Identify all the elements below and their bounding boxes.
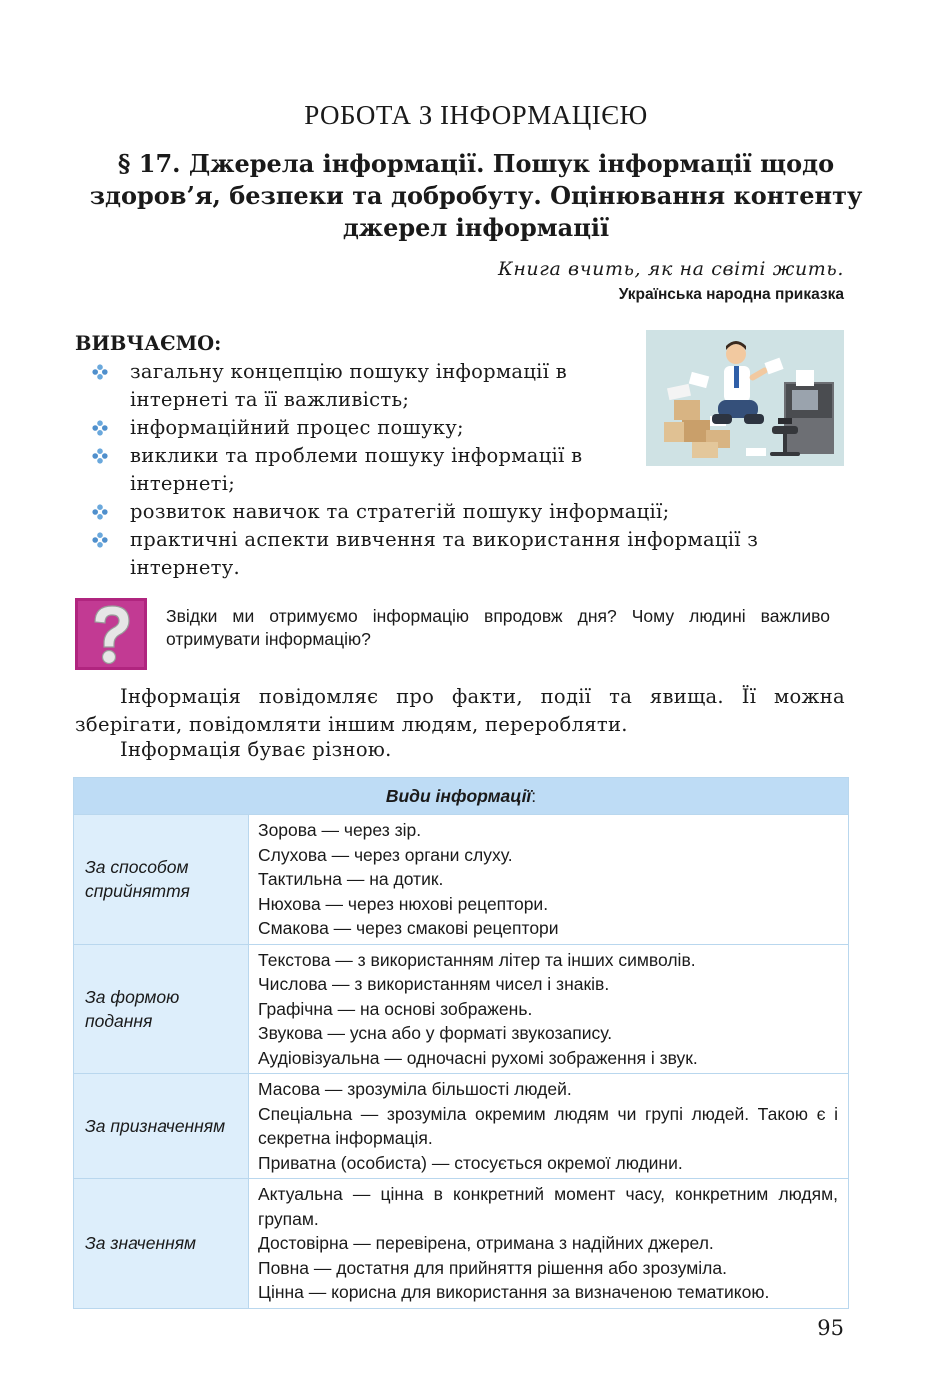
table-category: За значенням (74, 1179, 249, 1309)
table-item: Числова — з використанням чисел і знаків. (258, 974, 610, 994)
table-title-text: Види інформації (385, 785, 532, 806)
diamond-bullet-icon (92, 532, 108, 548)
table-header-row (74, 778, 849, 815)
table-item: Графічна — на основі зображень. (258, 998, 533, 1019)
info-types-table (73, 777, 849, 1309)
table-item: Аудіовізуальна — одночасні рухомі зображення і звук. (258, 1047, 698, 1068)
table-item: Повна — достатня для прийняття рішення або зрозуміла. (258, 1257, 727, 1278)
table-title (74, 778, 849, 815)
table-item: Масова — зрозуміла більшості людей. (258, 1079, 572, 1099)
table-item: Текстова — з використанням літер та інших символів. (258, 949, 696, 970)
table-item: Спеціальна — зрозуміла окремим людям чи групі людей. Такою є і секретна інформація. (258, 1103, 838, 1148)
study-item-text: практичні аспекти вивчення та використання інформації з інтернету. (130, 528, 759, 579)
section-header: РОБОТА З ІНФОРМАЦІЄЮ (304, 100, 648, 130)
epigraph-quote: Книга вчить, як на світі жить. (498, 258, 844, 280)
diamond-bullet-icon (92, 364, 108, 380)
study-item-text: інформаційний процес пошуку; (130, 416, 464, 439)
body-paragraph: Інформація буває різною. (120, 738, 392, 761)
table-row (74, 815, 849, 945)
table-items (249, 944, 849, 1074)
question-mark-icon (75, 598, 147, 670)
study-item-text: розвиток навичок та стратегій пошуку інформації; (130, 500, 670, 523)
table-body (74, 815, 849, 1309)
table-category: За формою подання (74, 944, 249, 1074)
paragraph-title-line: здоров’я, безпеки та добробуту. Оцінювання контенту (89, 181, 863, 210)
diamond-bullet-icon (92, 448, 108, 464)
table-items (249, 1074, 849, 1179)
question-text: Звідки ми отримуємо інформацію впродовж дня? Чому людині важливо отримувати інформацію? (166, 606, 830, 649)
table-title-suffix: : (531, 785, 537, 806)
table-item: Нюхова — через нюхові рецептори. (258, 893, 549, 914)
table-item: Тактильна — на дотик. (258, 869, 444, 889)
table-item: Зорова — через зір. (258, 820, 422, 840)
epigraph-source: Українська народна приказка (618, 286, 844, 303)
study-heading: ВИВЧАЄМО: (75, 332, 222, 355)
paragraph-title-line: джерел інформації (342, 213, 610, 242)
table-category: За призначенням (74, 1074, 249, 1179)
table-item: Звукова — усна або у форматі звукозапису. (258, 1023, 613, 1043)
office-worker-paperwork-illustration (646, 330, 844, 466)
study-item (88, 498, 868, 526)
study-item-text: виклики та проблеми пошуку інформації в інтернеті; (130, 444, 583, 495)
table-item: Актуальна — цінна в конкретний момент часу, конкретним людям, групам. (258, 1184, 838, 1229)
diamond-bullet-icon (92, 420, 108, 436)
paragraph-title-line: § 17. Джерела інформації. Пошук інформації щодо (117, 149, 835, 178)
study-item-text: загальну концепцію пошуку інформації в інтернеті та її важливість; (130, 360, 568, 411)
table-item: Достовірна — перевірена, отримана з надійних джерел. (258, 1233, 714, 1253)
table-item: Приватна (особиста) — стосується окремої людини. (258, 1152, 683, 1173)
table-items (249, 815, 849, 945)
table-category: За способом сприйняття (74, 815, 249, 945)
table-row (74, 944, 849, 1074)
table-item: Смакова — через смакові рецептори (258, 918, 559, 938)
table-row (74, 1179, 849, 1309)
paragraph-title (60, 148, 892, 244)
table-item: Цінна — корисна для використання за визначеною тематикою. (258, 1282, 770, 1302)
table-items (249, 1179, 849, 1309)
study-item (88, 526, 868, 582)
table-item: Слухова — через органи слуху. (258, 844, 513, 865)
page-number: 95 (817, 1316, 844, 1340)
body-paragraph: Інформація повідомляє про факти, події та явища. Її можна зберігати, повідомляти іншим людям, переробляти. (75, 685, 845, 736)
table-row (74, 1074, 849, 1179)
diamond-bullet-icon (92, 504, 108, 520)
